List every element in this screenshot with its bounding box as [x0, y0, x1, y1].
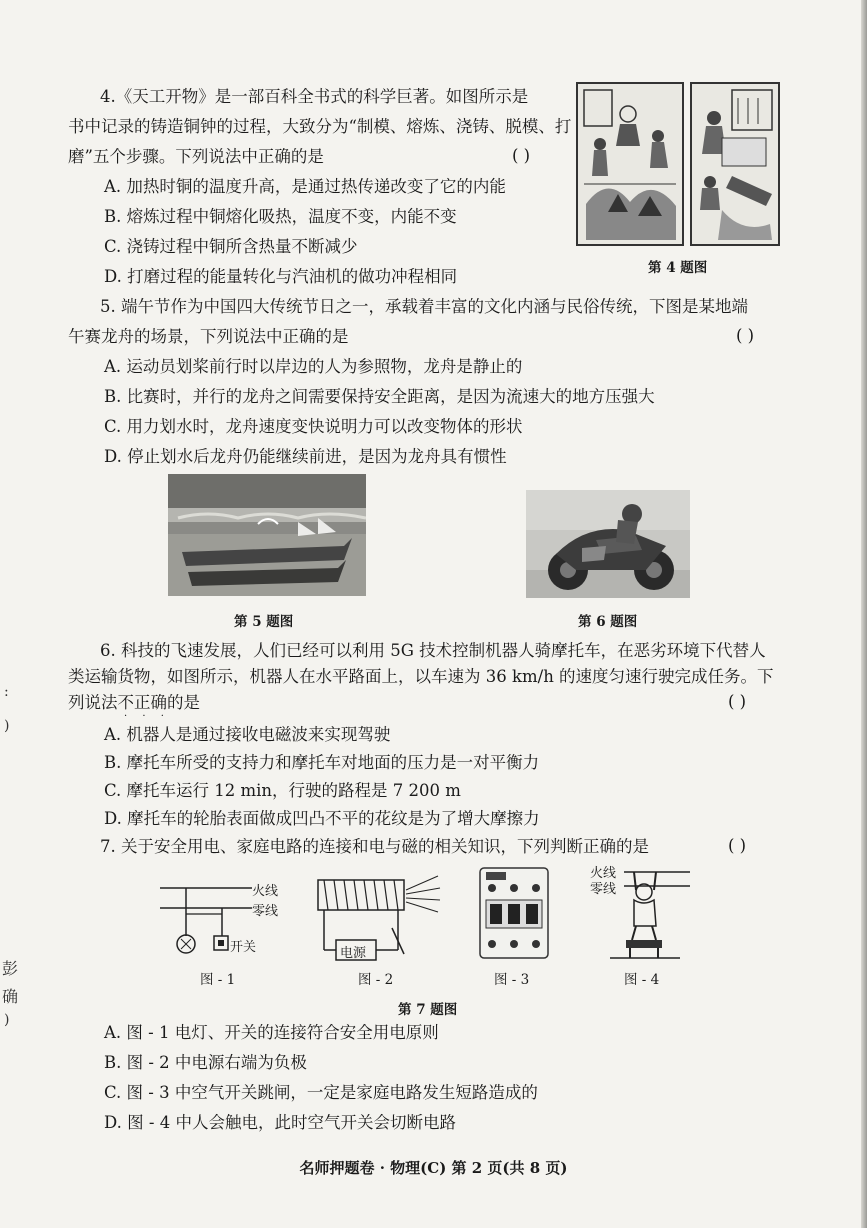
q6-option-c: C. 摩托车运行 12 min，行驶的路程是 7 200 m	[104, 781, 461, 800]
scan-edge-shadow	[861, 0, 867, 1228]
q4-stem-line-1: 4.《天工开物》是一部百科全书式的科学巨著。如图所示是	[100, 87, 529, 106]
q4-option-d: D. 打磨过程的能量转化与汽油机的做功冲程相同	[104, 267, 458, 286]
q4-figure-left-panel	[576, 82, 684, 246]
q5-stem-line-2: 午赛龙舟的场景，下列说法中正确的是	[68, 327, 349, 346]
q6-emphasis-dots: · · ·	[124, 711, 170, 722]
circuit-breaker-icon	[478, 866, 550, 960]
q4-stem-line-3: 磨”五个步骤。下列说法中正确的是	[68, 147, 324, 166]
q7-option-a: A. 图 - 1 电灯、开关的连接符合安全用电原则	[104, 1023, 439, 1042]
q7-option-d: D. 图 - 4 中人会触电，此时空气开关会切断电路	[104, 1113, 456, 1132]
margin-mark-2: )	[4, 718, 10, 734]
q6-stem-line-3-text: 列说法不正确的是	[68, 693, 200, 712]
solenoid-icon	[314, 864, 444, 964]
fig1-live-wire-label: 火线	[252, 884, 279, 899]
q7-option-c: C. 图 - 3 中空气开关跳闸，一定是家庭电路发生短路造成的	[104, 1083, 538, 1102]
q6-option-a: A. 机器人是通过接收电磁波来实现驾驶	[104, 725, 391, 744]
q5-option-d: D. 停止划水后龙舟仍能继续前进，是因为龙舟具有惯性	[104, 447, 507, 466]
q5-option-c: C. 用力划水时，龙舟速度变快说明力可以改变物体的形状	[104, 417, 523, 436]
q5-answer-paren: ( )	[736, 326, 755, 345]
q7-fig1-caption: 图 - 1	[200, 972, 236, 988]
page-footer: 名师押题卷 · 物理(C) 第 2 页(共 8 页)	[299, 1159, 568, 1177]
q5-option-b: B. 比赛时，并行的龙舟之间需要保持安全距离，是因为流速大的地方压强大	[104, 387, 655, 406]
robot-motorcycle-photo	[526, 490, 690, 598]
q7-fig2-caption: 图 - 2	[358, 972, 394, 988]
fig4-live-wire-label: 火线	[590, 866, 617, 881]
q4-figure-right-panel	[690, 82, 780, 246]
q6-figure-caption: 第 6 题图	[578, 614, 638, 630]
q7-fig3-air-switch	[478, 866, 550, 960]
margin-mark-3: 彭	[2, 959, 19, 978]
q7-fig4-caption: 图 - 4	[624, 972, 660, 988]
q4-stem-line-2: 书中记录的铸造铜钟的过程，大致分为“制模、熔炼、浇铸、脱模、打	[68, 117, 572, 136]
q7-option-b: B. 图 - 2 中电源右端为负极	[104, 1053, 307, 1072]
q7-stem: 7. 关于安全用电、家庭电路的连接和电与磁的相关知识，下列判断正确的是	[100, 837, 649, 856]
q4-figure-caption: 第 4 题图	[648, 260, 708, 276]
q4-option-a: A. 加热时铜的温度升高，是通过热传递改变了它的内能	[104, 177, 506, 196]
q7-fig4-person-on-stool	[590, 860, 690, 962]
q4-option-b: B. 熔炼过程中铜熔化吸热，温度不变，内能不变	[104, 207, 457, 226]
q6-stem-line-1: 6. 科技的飞速发展，人们已经可以利用 5G 技术控制机器人骑摩托车，在恶劣环境下代替人	[100, 641, 766, 660]
robot-motorcycle-scene	[526, 490, 690, 598]
q7-answer-paren: ( )	[728, 836, 747, 855]
q4-answer-paren: ( )	[512, 146, 531, 165]
q6-option-b: B. 摩托车所受的支持力和摩托车对地面的压力是一对平衡力	[104, 753, 540, 772]
margin-mark-4: 确	[2, 987, 19, 1006]
q5-figure-caption: 第 5 题图	[234, 614, 294, 630]
dragon-boat-photo	[168, 474, 366, 596]
fig1-neutral-wire-label: 零线	[252, 904, 279, 919]
fig4-neutral-wire-label: 零线	[590, 882, 617, 897]
q7-fig2-solenoid-circuit	[314, 864, 444, 964]
q7-fig1-lamp-switch-circuit	[160, 874, 288, 966]
fig2-power-source-label: 电源	[340, 946, 367, 961]
q6-option-d: D. 摩托车的轮胎表面做成凹凸不平的花纹是为了增大摩擦力	[104, 809, 540, 828]
q4-option-c: C. 浇铸过程中铜所含热量不断减少	[104, 237, 358, 256]
margin-mark-1: :	[4, 684, 9, 700]
q7-fig3-caption: 图 - 3	[494, 972, 530, 988]
bell-casting-illustration-right	[692, 84, 778, 244]
q6-stem-line-2: 类运输货物，如图所示，机器人在水平路面上，以车速为 36 km/h 的速度匀速行驶完成任务。下	[68, 667, 774, 686]
q5-option-a: A. 运动员划桨前行时以岸边的人为参照物，龙舟是静止的	[104, 357, 523, 376]
fig1-switch-label: 开关	[230, 940, 257, 955]
q5-stem-line-1: 5. 端午节作为中国四大传统节日之一，承载着丰富的文化内涵与民俗传统，下图是某地端	[100, 297, 748, 316]
q6-answer-paren: ( )	[728, 692, 747, 711]
margin-mark-5: )	[4, 1012, 10, 1028]
bell-casting-illustration-left	[578, 84, 682, 244]
dragon-boat-scene	[168, 474, 366, 596]
q7-figure-caption: 第 7 题图	[398, 1002, 458, 1018]
